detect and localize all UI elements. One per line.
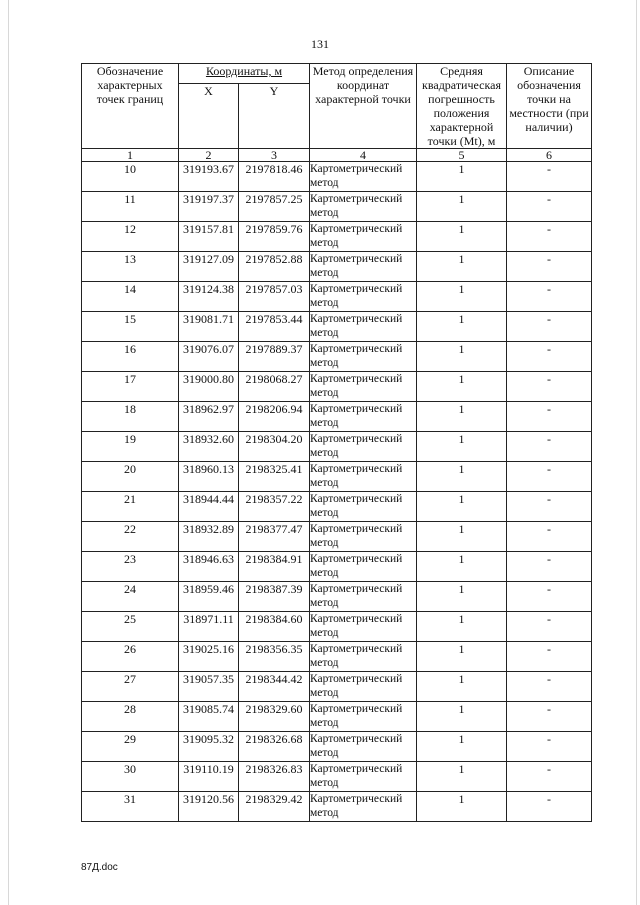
description-cell: - [507,552,592,582]
description-cell: - [507,672,592,702]
x-coordinate-cell: 319193.67 [179,162,239,192]
column-number: 1 [82,149,179,162]
column-number: 2 [179,149,239,162]
x-coordinate-cell: 319057.35 [179,672,239,702]
table-row [82,312,592,342]
table-row [82,522,592,552]
column-number: 6 [507,149,592,162]
y-coordinate-cell: 2198325.41 [239,462,310,492]
x-coordinate-cell: 318932.89 [179,522,239,552]
column-number: 3 [239,149,310,162]
description-cell: - [507,762,592,792]
point-cell: 29 [82,732,179,762]
point-cell: 30 [82,762,179,792]
table-row [82,702,592,732]
method-cell: Картометрический метод [310,552,417,582]
method-cell: Картометрический метод [310,312,417,342]
accuracy-cell: 1 [417,192,507,222]
method-cell: Картометрический метод [310,432,417,462]
scan-edge-left [8,0,9,905]
x-coordinate-cell: 319197.37 [179,192,239,222]
y-coordinate-cell: 2198387.39 [239,582,310,612]
y-coordinate-cell: 2198384.91 [239,552,310,582]
x-coordinate-cell: 318932.60 [179,432,239,462]
accuracy-cell: 1 [417,432,507,462]
y-coordinate-cell: 2197818.46 [239,162,310,192]
x-coordinate-cell: 319120.56 [179,792,239,822]
point-cell: 28 [82,702,179,732]
x-coordinate-cell: 319076.07 [179,342,239,372]
description-cell: - [507,702,592,732]
table-row [82,432,592,462]
method-cell: Картометрический метод [310,402,417,432]
y-coordinate-cell: 2198326.83 [239,762,310,792]
column-number: 4 [310,149,417,162]
header-method: Метод определения координат характерной точки [310,64,417,149]
header-point: Обозначение характерных точек границ [82,64,179,149]
y-coordinate-cell: 2198304.20 [239,432,310,462]
x-coordinate-cell: 319081.71 [179,312,239,342]
accuracy-cell: 1 [417,252,507,282]
accuracy-cell: 1 [417,402,507,432]
description-cell: - [507,402,592,432]
method-cell: Картометрический метод [310,222,417,252]
header-y: Y [239,84,310,149]
accuracy-cell: 1 [417,162,507,192]
x-coordinate-cell: 319157.81 [179,222,239,252]
description-cell: - [507,372,592,402]
accuracy-cell: 1 [417,342,507,372]
description-cell: - [507,582,592,612]
point-cell: 27 [82,672,179,702]
table-row [82,552,592,582]
table-row [82,672,592,702]
table-row [82,612,592,642]
header-description: Описание обозначения точки на местности (при наличии) [507,64,592,149]
point-cell: 10 [82,162,179,192]
y-coordinate-cell: 2198326.68 [239,732,310,762]
x-coordinate-cell: 319095.32 [179,732,239,762]
point-cell: 12 [82,222,179,252]
method-cell: Картометрический метод [310,522,417,552]
table-row [82,402,592,432]
accuracy-cell: 1 [417,462,507,492]
header-accuracy: Средняя квадратическая погрешность положения характерной точки (Mt), м [417,64,507,149]
header-x: X [179,84,239,149]
point-cell: 26 [82,642,179,672]
description-cell: - [507,492,592,522]
y-coordinate-cell: 2197857.25 [239,192,310,222]
accuracy-cell: 1 [417,732,507,762]
table-row [82,222,592,252]
method-cell: Картометрический метод [310,642,417,672]
table-row [82,792,592,822]
method-cell: Картометрический метод [310,672,417,702]
x-coordinate-cell: 319000.80 [179,372,239,402]
accuracy-cell: 1 [417,222,507,252]
accuracy-cell: 1 [417,282,507,312]
x-coordinate-cell: 319110.19 [179,762,239,792]
description-cell: - [507,192,592,222]
y-coordinate-cell: 2197852.88 [239,252,310,282]
table-row [82,282,592,312]
table-row [82,732,592,762]
point-cell: 22 [82,522,179,552]
point-cell: 15 [82,312,179,342]
table-body [82,162,592,822]
point-cell: 20 [82,462,179,492]
y-coordinate-cell: 2198329.60 [239,702,310,732]
description-cell: - [507,612,592,642]
table-row [82,342,592,372]
method-cell: Картометрический метод [310,702,417,732]
method-cell: Картометрический метод [310,762,417,792]
method-cell: Картометрический метод [310,582,417,612]
page-number: 131 [311,37,329,51]
description-cell: - [507,342,592,372]
point-cell: 24 [82,582,179,612]
y-coordinate-cell: 2197857.03 [239,282,310,312]
accuracy-cell: 1 [417,312,507,342]
description-cell: - [507,642,592,672]
x-coordinate-cell: 318960.13 [179,462,239,492]
description-cell: - [507,732,592,762]
point-cell: 21 [82,492,179,522]
y-coordinate-cell: 2198329.42 [239,792,310,822]
accuracy-cell: 1 [417,762,507,792]
point-cell: 18 [82,402,179,432]
y-coordinate-cell: 2198357.22 [239,492,310,522]
x-coordinate-cell: 318959.46 [179,582,239,612]
x-coordinate-cell: 319025.16 [179,642,239,672]
method-cell: Картометрический метод [310,732,417,762]
x-coordinate-cell: 318971.11 [179,612,239,642]
y-coordinate-cell: 2198344.42 [239,672,310,702]
point-cell: 17 [82,372,179,402]
accuracy-cell: 1 [417,792,507,822]
point-cell: 25 [82,612,179,642]
method-cell: Картометрический метод [310,792,417,822]
description-cell: - [507,222,592,252]
point-cell: 14 [82,282,179,312]
accuracy-cell: 1 [417,642,507,672]
table-row [82,462,592,492]
point-cell: 16 [82,342,179,372]
coordinates-table [81,63,592,822]
accuracy-cell: 1 [417,612,507,642]
y-coordinate-cell: 2198356.35 [239,642,310,672]
description-cell: - [507,312,592,342]
x-coordinate-cell: 319124.38 [179,282,239,312]
description-cell: - [507,462,592,492]
table-row [82,492,592,522]
accuracy-cell: 1 [417,672,507,702]
method-cell: Картометрический метод [310,372,417,402]
method-cell: Картометрический метод [310,492,417,522]
y-coordinate-cell: 2198384.60 [239,612,310,642]
y-coordinate-cell: 2198377.47 [239,522,310,552]
document-filename: 87Д.doc [81,862,118,873]
scan-edge-right [636,0,637,905]
table-row [82,582,592,612]
y-coordinate-cell: 2197859.76 [239,222,310,252]
description-cell: - [507,252,592,282]
y-coordinate-cell: 2198206.94 [239,402,310,432]
y-coordinate-cell: 2197889.37 [239,342,310,372]
table-row [82,192,592,222]
accuracy-cell: 1 [417,492,507,522]
point-cell: 11 [82,192,179,222]
column-number: 5 [417,149,507,162]
y-coordinate-cell: 2197853.44 [239,312,310,342]
x-coordinate-cell: 319085.74 [179,702,239,732]
point-cell: 31 [82,792,179,822]
table-row [82,762,592,792]
description-cell: - [507,432,592,462]
method-cell: Картометрический метод [310,282,417,312]
method-cell: Картометрический метод [310,462,417,492]
accuracy-cell: 1 [417,522,507,552]
accuracy-cell: 1 [417,702,507,732]
table-row [82,372,592,402]
point-cell: 13 [82,252,179,282]
description-cell: - [507,792,592,822]
accuracy-cell: 1 [417,552,507,582]
header-coordinates: Координаты, м [179,64,310,84]
method-cell: Картометрический метод [310,192,417,222]
table-row [82,252,592,282]
method-cell: Картометрический метод [310,162,417,192]
point-cell: 23 [82,552,179,582]
point-cell: 19 [82,432,179,462]
description-cell: - [507,162,592,192]
x-coordinate-cell: 318946.63 [179,552,239,582]
column-numbers-row [82,149,592,162]
accuracy-cell: 1 [417,582,507,612]
table-row [82,162,592,192]
header-row [82,64,592,84]
method-cell: Картометрический метод [310,252,417,282]
x-coordinate-cell: 318962.97 [179,402,239,432]
y-coordinate-cell: 2198068.27 [239,372,310,402]
x-coordinate-cell: 319127.09 [179,252,239,282]
description-cell: - [507,522,592,552]
method-cell: Картометрический метод [310,612,417,642]
table-row [82,642,592,672]
description-cell: - [507,282,592,312]
method-cell: Картометрический метод [310,342,417,372]
x-coordinate-cell: 318944.44 [179,492,239,522]
accuracy-cell: 1 [417,372,507,402]
